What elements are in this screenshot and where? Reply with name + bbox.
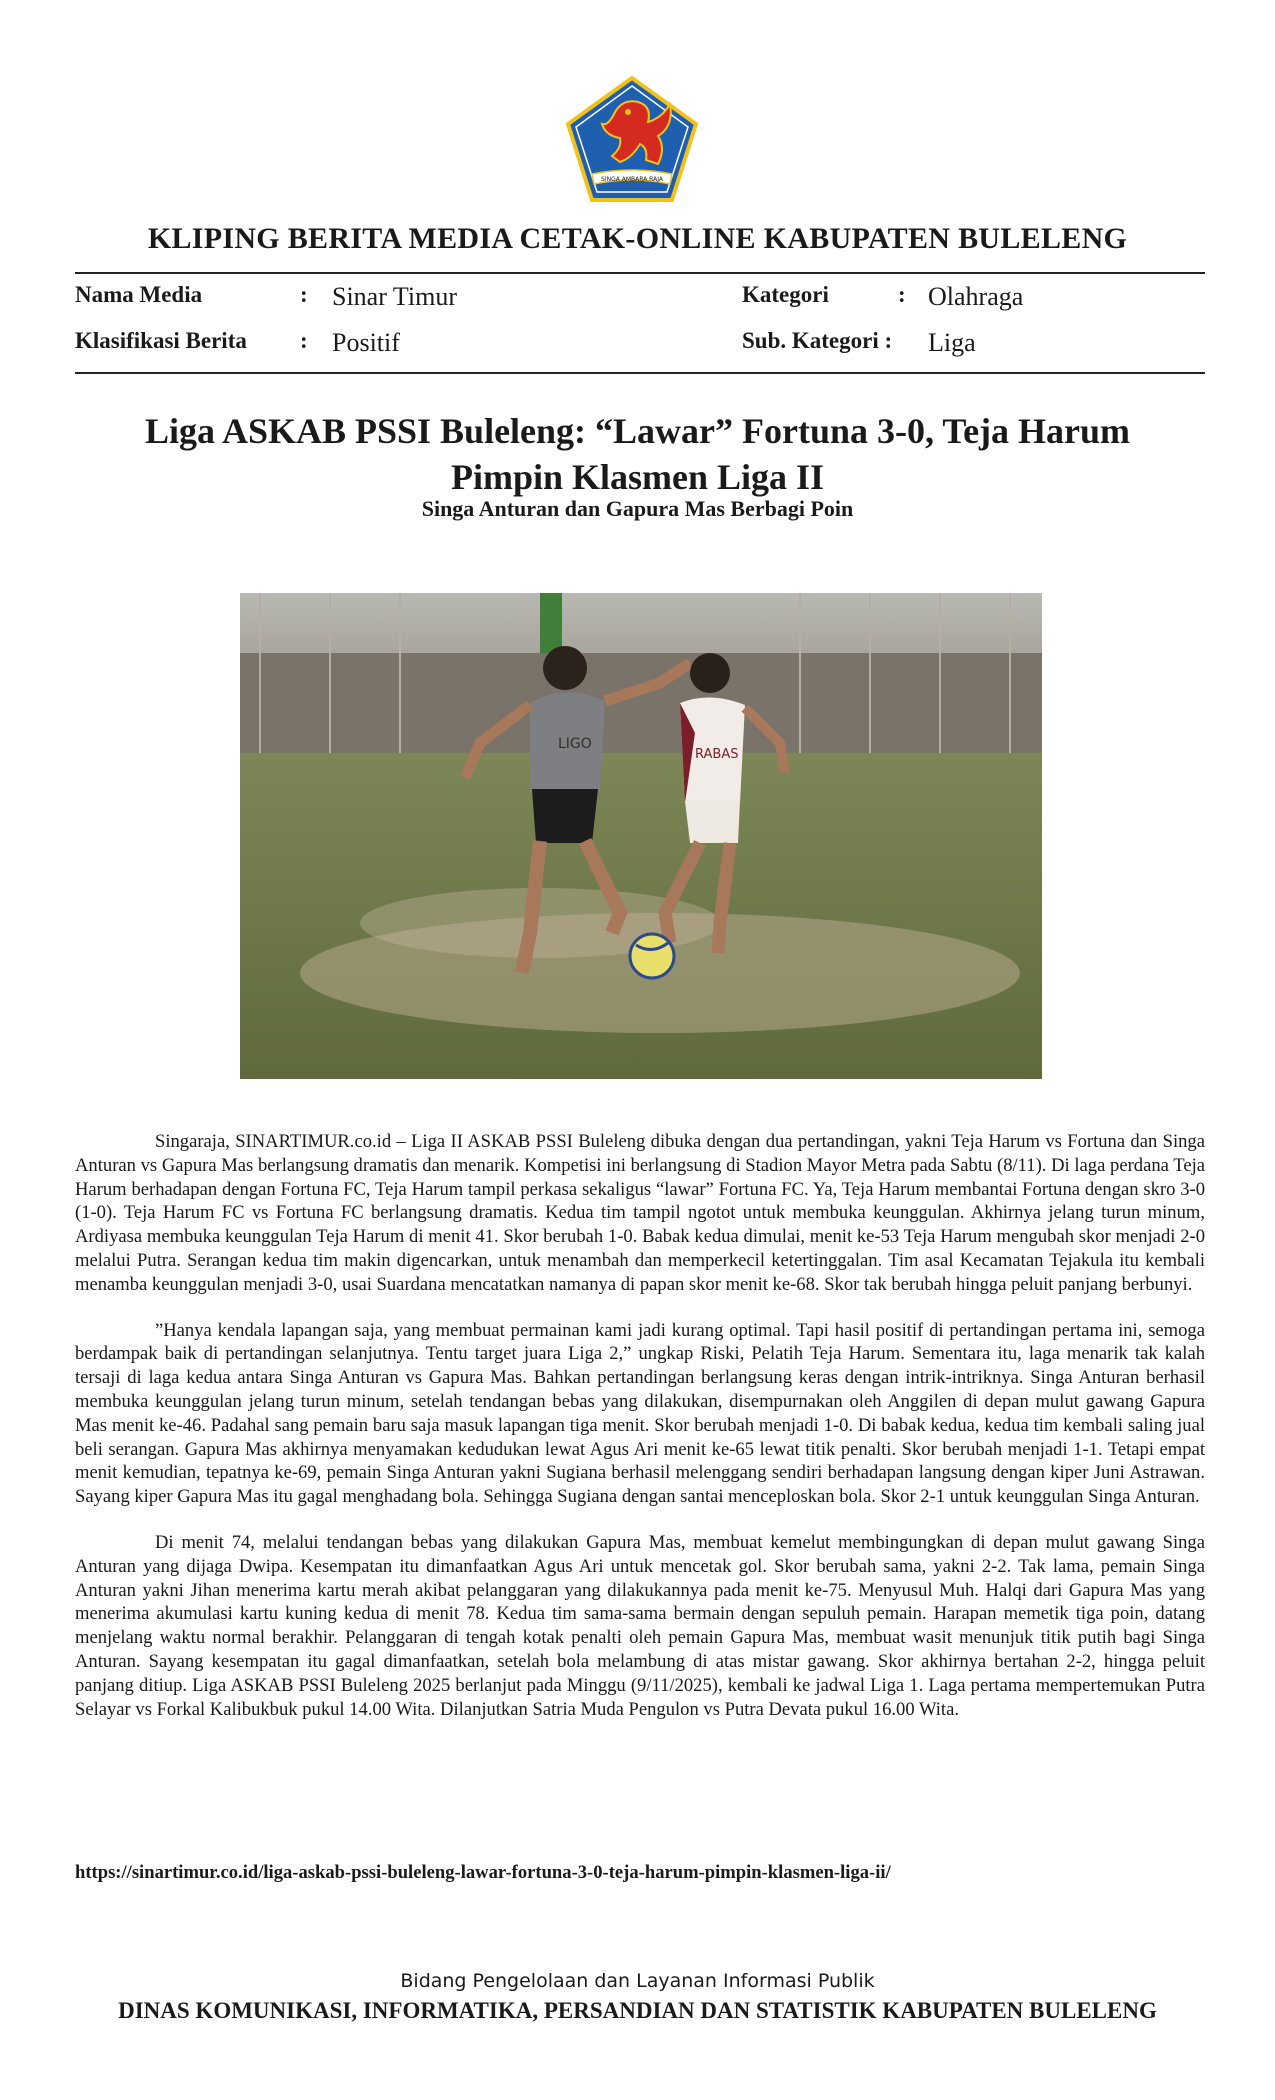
klasifikasi-colon: : (300, 328, 308, 353)
article-headline (100, 408, 1175, 500)
jersey-text-right: RABAS (695, 747, 739, 762)
article-body (75, 1130, 1205, 1743)
media-label: Nama Media (75, 282, 203, 307)
divider-bottom (75, 372, 1205, 374)
klasifikasi-label: Klasifikasi Berita (75, 328, 247, 353)
divider-top (75, 272, 1205, 274)
jersey-text-left: LIGO (558, 736, 592, 752)
footer-department: Bidang Pengelolaan dan Layanan Informasi Publik (400, 1970, 875, 1992)
source-link[interactable]: https://sinartimur.co.id/liga-askab-pssi-buleleng-lawar-fortuna-3-0-teja-harum-pimpin-klasmen-liga-ii/ (75, 1862, 891, 1883)
article-paragraph: Singaraja, SINARTIMUR.co.id – Liga II ASKAB PSSI Buleleng dibuka dengan dua pertandingan, yakni Teja Harum vs Fortuna dan Singa Anturan vs Gapura Mas berlangsung dramatis dan menarik. Kompetisi ini berlangsung di Stadion Mayor Metra pada Sabtu (8/11). Di laga perdana Teja Harum berhadapan dengan Fortuna FC, Teja Harum tampil perkasa sekaligus “lawar” Fortuna FC. Ya, Teja Harum membantai Fortuna dengan skro 3-0 (1-0). Teja Harum FC vs Fortuna FC berlangsung dramatis. Kedua tim tampil ngotot untuk membuka keunggulan. Akhirnya jelang turun minum, Ardiyasa membuka keunggulan Teja Harum di menit 41. Skor berubah 1-0. Babak kedua dimulai, menit ke-53 Teja Harum mengubah skor menjadi 2-0 melalui Putra. Serangan kedua tim makin digencarkan, untuk menambah dan memperkecil ketertinggalan. Tim asal Kecamatan Tejakula itu kembali menamba keunggulan menjadi 3-0, usai Suardana mencatatkan namanya di papan skor menit ke-68. Skor tak berubah hingga peluit panjang berbunyi. (75, 1131, 1205, 1295)
regency-logo (562, 74, 702, 204)
footer-agency: DINAS KOMUNIKASI, INFORMATIKA, PERSANDIAN DAN STATISTIK KABUPATEN BULELENG (118, 1998, 1157, 2023)
article-paragraph: Di menit 74, melalui tendangan bebas yang dilakukan Gapura Mas, membuat kemelut membingungkan di depan mulut gawang Singa Anturan yang dijaga Dwipa. Kesempatan itu dimanfaatkan Agus Ari untuk mencetak gol. Skor berubah sama, yakni 2-2. Tak lama, pemain Singa Anturan yakni Jihan menerima kartu merah akibat pelanggaran yang dilakukannya pada menit ke-75. Menyusul Muh. Halqi dari Gapura Mas yang menerima akumulasi kartu kuning kedua di menit 78. Kedua tim sama-sama bermain dengan sepuluh pemain. Harapan memetik tiga poin, datang menjelang waktu normal berakhir. Pelanggaran di tengah kotak penalti oleh pemain Gapura Mas, membuat wasit menunjuk titik putih bagi Singa Anturan. Sayang kesempatan itu gagal dimanfaatkan, setelah bola melambung di atas mistar gawang. Skor akhirnya bertahan 2-2, hingga peluit panjang ditiup. Liga ASKAB PSSI Buleleng 2025 berlanjut pada Minggu (9/11/2025), kembali ke jadwal Liga 1. Laga pertama mempertemukan Putra Selayar vs Forkal Kalibukbuk pukul 14.00 Wita. Dilanjutkan Satria Muda Pengulon vs Putra Devata pukul 16.00 Wita. (75, 1531, 1205, 1720)
media-colon: : (300, 282, 308, 307)
sub-kategori-value: Liga (928, 328, 976, 357)
kategori-colon: : (898, 282, 906, 307)
clipping-title: KLIPING BERITA MEDIA CETAK-ONLINE KABUPATEN BULELENG (147, 222, 1128, 255)
logo-caption: SINGA AMBARA RAJA (601, 176, 663, 183)
article-paragraph: ”Hanya kendala lapangan saja, yang membuat permainan kami jadi kurang optimal. Tapi hasil positif di pertandingan pertama ini, semoga berdampak baik di pertandingan selanjutnya. Tentu target juara Liga 2,” ungkap Riski, Pelatih Teja Harum. Sementara itu, laga menarik tak kalah tersaji di laga kedua antara Singa Anturan vs Gapura Mas. Bahkan pertandingan berlangsung keras dengan intrik-intriknya. Singa Anturan berhasil membuka keunggulan jelang turun minum, setelah tendangan bebas yang dilakukan, disempurnakan oleh Anggilen di depan mulut gawang Gapura Mas menit ke-46. Padahal sang pemain baru saja masuk lapangan tiga menit. Skor berubah menjadi 1-0. Di babak kedua, kedua tim kembali saling jual beli serangan. Gapura Mas akhirnya menyamakan kedudukan lewat Agus Ari menit ke-65 lewat titik penalti. Skor berubah menjadi 1-1. Tetapi empat menit kemudian, tepatnya ke-69, pemain Singa Anturan yakni Sugiana berhasil melenggang sendiri berhadapan langsung dengan kiper Juni Astrawan. Sayang kiper Gapura Mas itu gagal menghadang bola. Sehingga Sugiana dengan santai menceploskan bola. Skor 2-1 untuk keunggulan Singa Anturan. (75, 1319, 1205, 1508)
article-subheadline: Singa Anturan dan Gapura Mas Berbagi Poin (421, 496, 854, 521)
sub-kategori-label: Sub. Kategori : (742, 328, 893, 353)
kategori-label: Kategori (742, 282, 829, 307)
match-photo (240, 593, 1042, 1079)
headline-line-2: Pimpin Klasmen Liga II (450, 457, 825, 497)
klasifikasi-value: Positif (332, 328, 400, 357)
headline-line-1: Liga ASKAB PSSI Buleleng: “Lawar” Fortuna 3-0, Teja Harum (144, 411, 1131, 451)
kategori-value: Olahraga (928, 282, 1024, 311)
media-value: Sinar Timur (332, 282, 457, 311)
